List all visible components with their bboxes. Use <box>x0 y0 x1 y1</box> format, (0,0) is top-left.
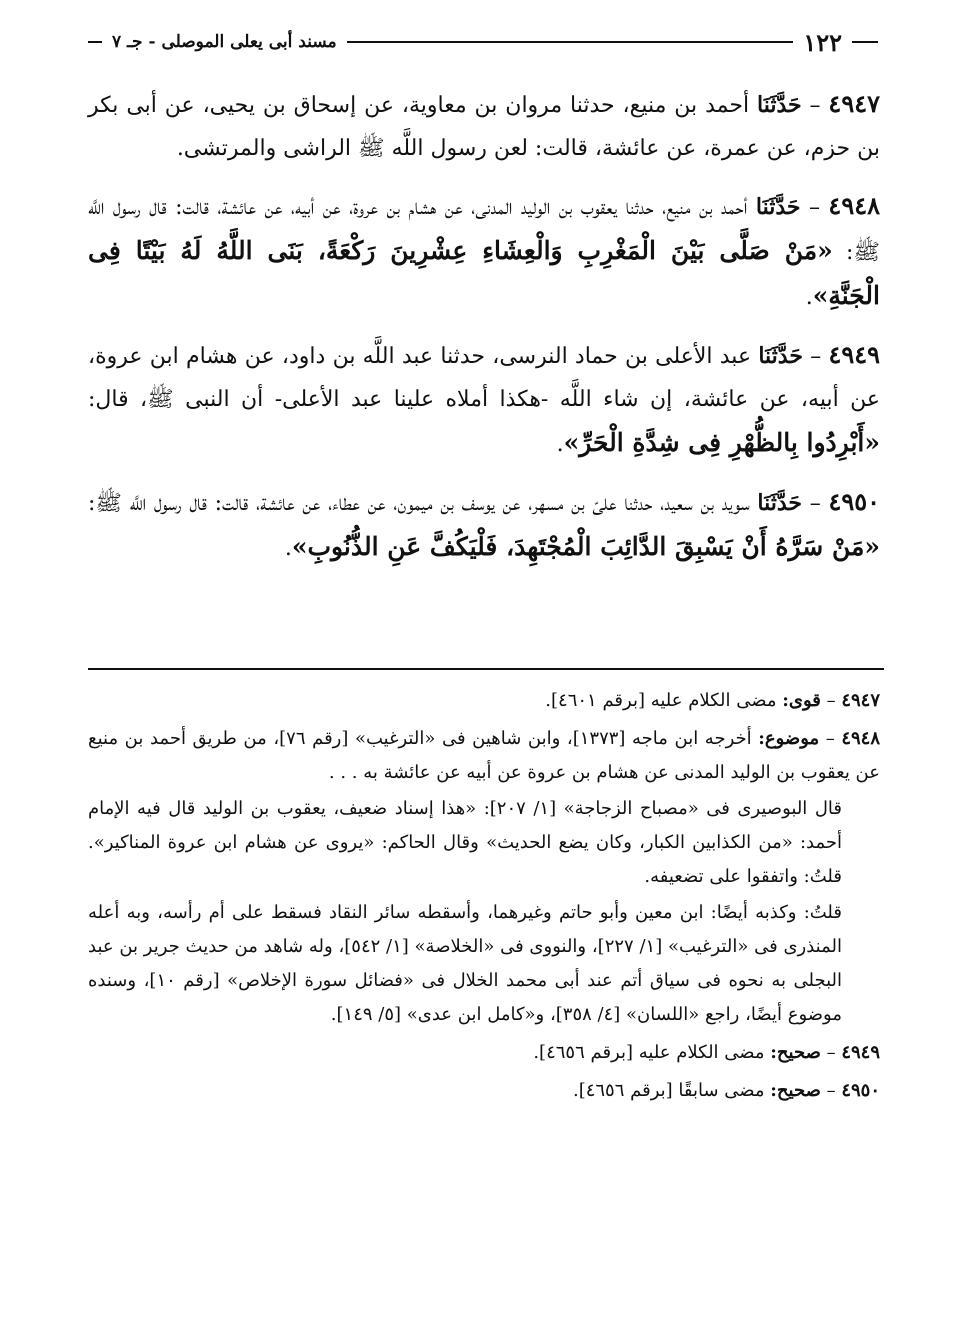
hadith-number: ٤٩٤٩ <box>828 340 880 369</box>
hadith-4950: ٤٩٥٠ – حَدَّثَنَا سويد بن سعيد، حدثنا علىّ بن مسهر، عن يوسف بن ميمون، عن عطاء، عن عائشة، قالت: قال رسول اللَّه ﷺ: «مَنْ سَرَّهُ أَنْ يَسْبِقَ الدَّائِبَ الْمُجْتَهِدَ، فَلْيَكُفَّ عَنِ الذُّنُوبِ». <box>88 487 880 561</box>
hadith-quote: «مَنْ صَلَّى بَيْنَ الْمَغْرِبِ وَالْعِشَاءِ عِشْرِينَ رَكْعَةً، بَنَى اللَّهُ لَهُ بَيْتًا فِى الْجَنَّةِ» <box>88 236 880 310</box>
hadith-text: أحمد بن منيع، حدثنا مروان بن معاوية، عن إسحاق بن يحيى، عن أبى بكر بن حزم، عن عمرة، عن عائشة، قالت: لعن رسول اللَّه ﷺ الراشى والمرتشى. <box>88 93 880 161</box>
hadith-text: أحمد بن منيع، حدثنا يعقوب بن الوليد المدنى، عن هشام بن عروة، عن أبيه، عن عائشة، قالت: قال رسول اللَّه ﷺ: <box>88 195 880 265</box>
running-title: مسند أبى يعلى الموصلى - جـ ٧ <box>112 32 337 52</box>
hadith-command: حَدَّثَنَا <box>755 194 801 220</box>
hadith-command: حَدَّثَنَا <box>757 490 803 516</box>
footnotes <box>88 684 880 1112</box>
hadith-command: حَدَّثَنَا <box>758 343 803 369</box>
footnote-grade: قوى: <box>782 690 821 711</box>
hadith-command: حَدَّثَنَا <box>756 92 802 118</box>
footnote-4947: ٤٩٤٧ – قوى: مضى الكلام عليه [برقم ٤٦٠١]. <box>545 690 880 711</box>
footnote-paragraph: قلتُ: وكذبه أيضًا: ابن معين وأبو حاتم وغيرهما، وأسقطه سائر النقاد فسقط على أم رأسه، وبه أعله المنذرى فى «الترغيب» [١/ ٢٢٧]، والنووى فى «الخلاصة» [١/ ٥٤٢]، وله شاهد من حديث جرير بن عبد البجلى به نحوه فى سياق أتم عند أبى محمد الخلال فى «فضائل سورة الإخلاص» [رقم ١٠]، وسنده موضوع أيضًا، راجع «اللسان» [٤/ ٣٥٨]، و«كامل ابن عدى» [٥/ ١٤٩]. <box>88 902 842 1025</box>
main-text <box>88 82 880 584</box>
header-rule <box>347 41 794 43</box>
hadith-number: ٤٩٥٠ <box>828 487 880 516</box>
hadith-number: ٤٩٤٨ <box>828 191 880 220</box>
footnote-grade: صحيح: <box>770 1080 821 1101</box>
footnote-4950: ٤٩٥٠ – صحيح: مضى سابقًا [برقم ٤٦٥٦]. <box>572 1080 880 1101</box>
page-number: ١٢٢ <box>803 27 842 57</box>
footnote-grade: موضوع: <box>758 728 820 749</box>
hadith-number: ٤٩٤٧ <box>828 89 880 118</box>
hadith-end: . <box>284 536 292 561</box>
hadith-quote: «مَنْ سَرَّهُ أَنْ يَسْبِقَ الدَّائِبَ الْمُجْتَهِدَ، فَلْيَكُفَّ عَنِ الذُّنُوبِ» <box>291 532 880 561</box>
footnote-number: ٤٩٤٧ <box>841 690 880 711</box>
hadith-end: . <box>805 285 813 310</box>
footnote-4949: ٤٩٤٩ – صحيح: مضى الكلام عليه [برقم ٤٦٥٦]. <box>533 1042 880 1063</box>
hadith-4947: ٤٩٤٧ – حَدَّثَنَا أحمد بن منيع، حدثنا مروان بن معاوية، عن إسحاق بن يحيى، عن أبى بكر بن حزم، عن عمرة، عن عائشة، قالت: لعن رسول اللَّه ﷺ الراشى والمرتشى. <box>88 89 880 161</box>
header-rule-end <box>88 41 102 43</box>
footnote-grade: صحيح: <box>770 1042 821 1063</box>
footnote-paragraph: قال البوصيرى فى «مصباح الزجاجة» [١/ ٢٠٧]: «هذا إسناد ضعيف، يعقوب بن الوليد قال فيه الإمام أحمد: «من الكذابين الكبار، وكان يضع الحديث» وقال الحاكم: «يروى عن هشام ابن عروة المناكير». قلتُ: واتفقوا على تضعيفه. <box>88 798 842 887</box>
hadith-text: سويد بن سعيد، حدثنا علىّ بن مسهر، عن يوسف بن ميمون، عن عطاء، عن عائشة، قالت: قال رسول اللَّه ﷺ: <box>88 491 750 516</box>
footnote-text: مضى سابقًا [برقم ٤٦٥٦]. <box>572 1080 765 1101</box>
hadith-text: عبد الأعلى بن حماد النرسى، حدثنا عبد اللَّه بن داود، عن هشام ابن عروة، عن أبيه، عن عائشة، إن شاء اللَّه -هكذا أملاه علينا عبد الأعلى- أن النبى ﷺ، قال: <box>88 344 880 412</box>
footnote-number: ٤٩٤٩ <box>841 1042 880 1063</box>
running-header <box>88 22 878 62</box>
footnote-4948: ٤٩٤٨ – موضوع: أخرجه ابن ماجه [١٣٧٣]، وابن شاهين فى «الترغيب» [رقم ٧٦]، من طريق أحمد بن منيع عن يعقوب بن الوليد المدنى عن هشام بن عروة عن أبيه عن عائشة به . . . قال البوصيرى فى «مصباح الزجاجة» [١/ ٢٠٧]: «هذا إسناد ضعيف، يعقوب بن الوليد قال فيه الإمام أحمد: «من الكذابين الكبار، وكان يضع الحديث» وقال الحاكم: «يروى عن هشام ابن عروة المناكير». قلتُ: واتفقوا على تضعيفه. قلتُ: وكذبه أيضًا: ابن معين وأبو حاتم وغيرهما، وأسقطه سائر النقاد فسقط على أم رأسه، وبه أعله المنذرى فى «الترغيب» [١/ ٢٢٧]، والنووى فى «الخلاصة» [١/ ٥٤٢]، وله شاهد من حديث جرير بن عبد البجلى به نحوه فى سياق أتم عند أبى محمد الخلال فى «فضائل سورة الإخلاص» [رقم ١٠]، وسنده موضوع أيضًا، راجع «اللسان» [٤/ ٣٥٨]، و«كامل ابن عدى» [٥/ ١٤٩]. <box>88 722 880 1032</box>
footnote-number: ٤٩٤٨ <box>841 728 880 749</box>
footnote-text: مضى الكلام عليه [برقم ٤٦٥٦]. <box>533 1042 765 1063</box>
hadith-quote: «أَبْرِدُوا بِالظُّهْرِ فِى شِدَّةِ الْحَرِّ» <box>563 428 880 457</box>
hadith-4949: ٤٩٤٩ – حَدَّثَنَا عبد الأعلى بن حماد النرسى، حدثنا عبد اللَّه بن داود، عن هشام ابن عروة، عن أبيه، عن عائشة، إن شاء اللَّه -هكذا أملاه علينا عبد الأعلى- أن النبى ﷺ، قال: «أَبْرِدُوا بِالظُّهْرِ فِى شِدَّةِ الْحَرِّ». <box>88 340 880 457</box>
footnote-separator <box>88 668 884 670</box>
footnote-text: مضى الكلام عليه [برقم ٤٦٠١]. <box>545 690 777 711</box>
hadith-4948: ٤٩٤٨ – حَدَّثَنَا أحمد بن منيع، حدثنا يعقوب بن الوليد المدنى، عن هشام بن عروة، عن أبيه، عن عائشة، قالت: قال رسول اللَّه ﷺ: «مَنْ صَلَّى بَيْنَ الْمَغْرِبِ وَالْعِشَاءِ عِشْرِينَ رَكْعَةً، بَنَى اللَّهُ لَهُ بَيْتًا فِى الْجَنَّةِ». <box>88 191 880 310</box>
hadith-end: . <box>556 432 564 457</box>
footnote-text: أخرجه ابن ماجه [١٣٧٣]، وابن شاهين فى «الترغيب» [رقم ٧٦]، من طريق أحمد بن منيع عن يعقوب بن الوليد المدنى عن هشام بن عروة عن أبيه عن عائشة به . . . <box>88 728 880 783</box>
header-rule-start <box>852 41 878 43</box>
footnote-number: ٤٩٥٠ <box>841 1080 880 1101</box>
